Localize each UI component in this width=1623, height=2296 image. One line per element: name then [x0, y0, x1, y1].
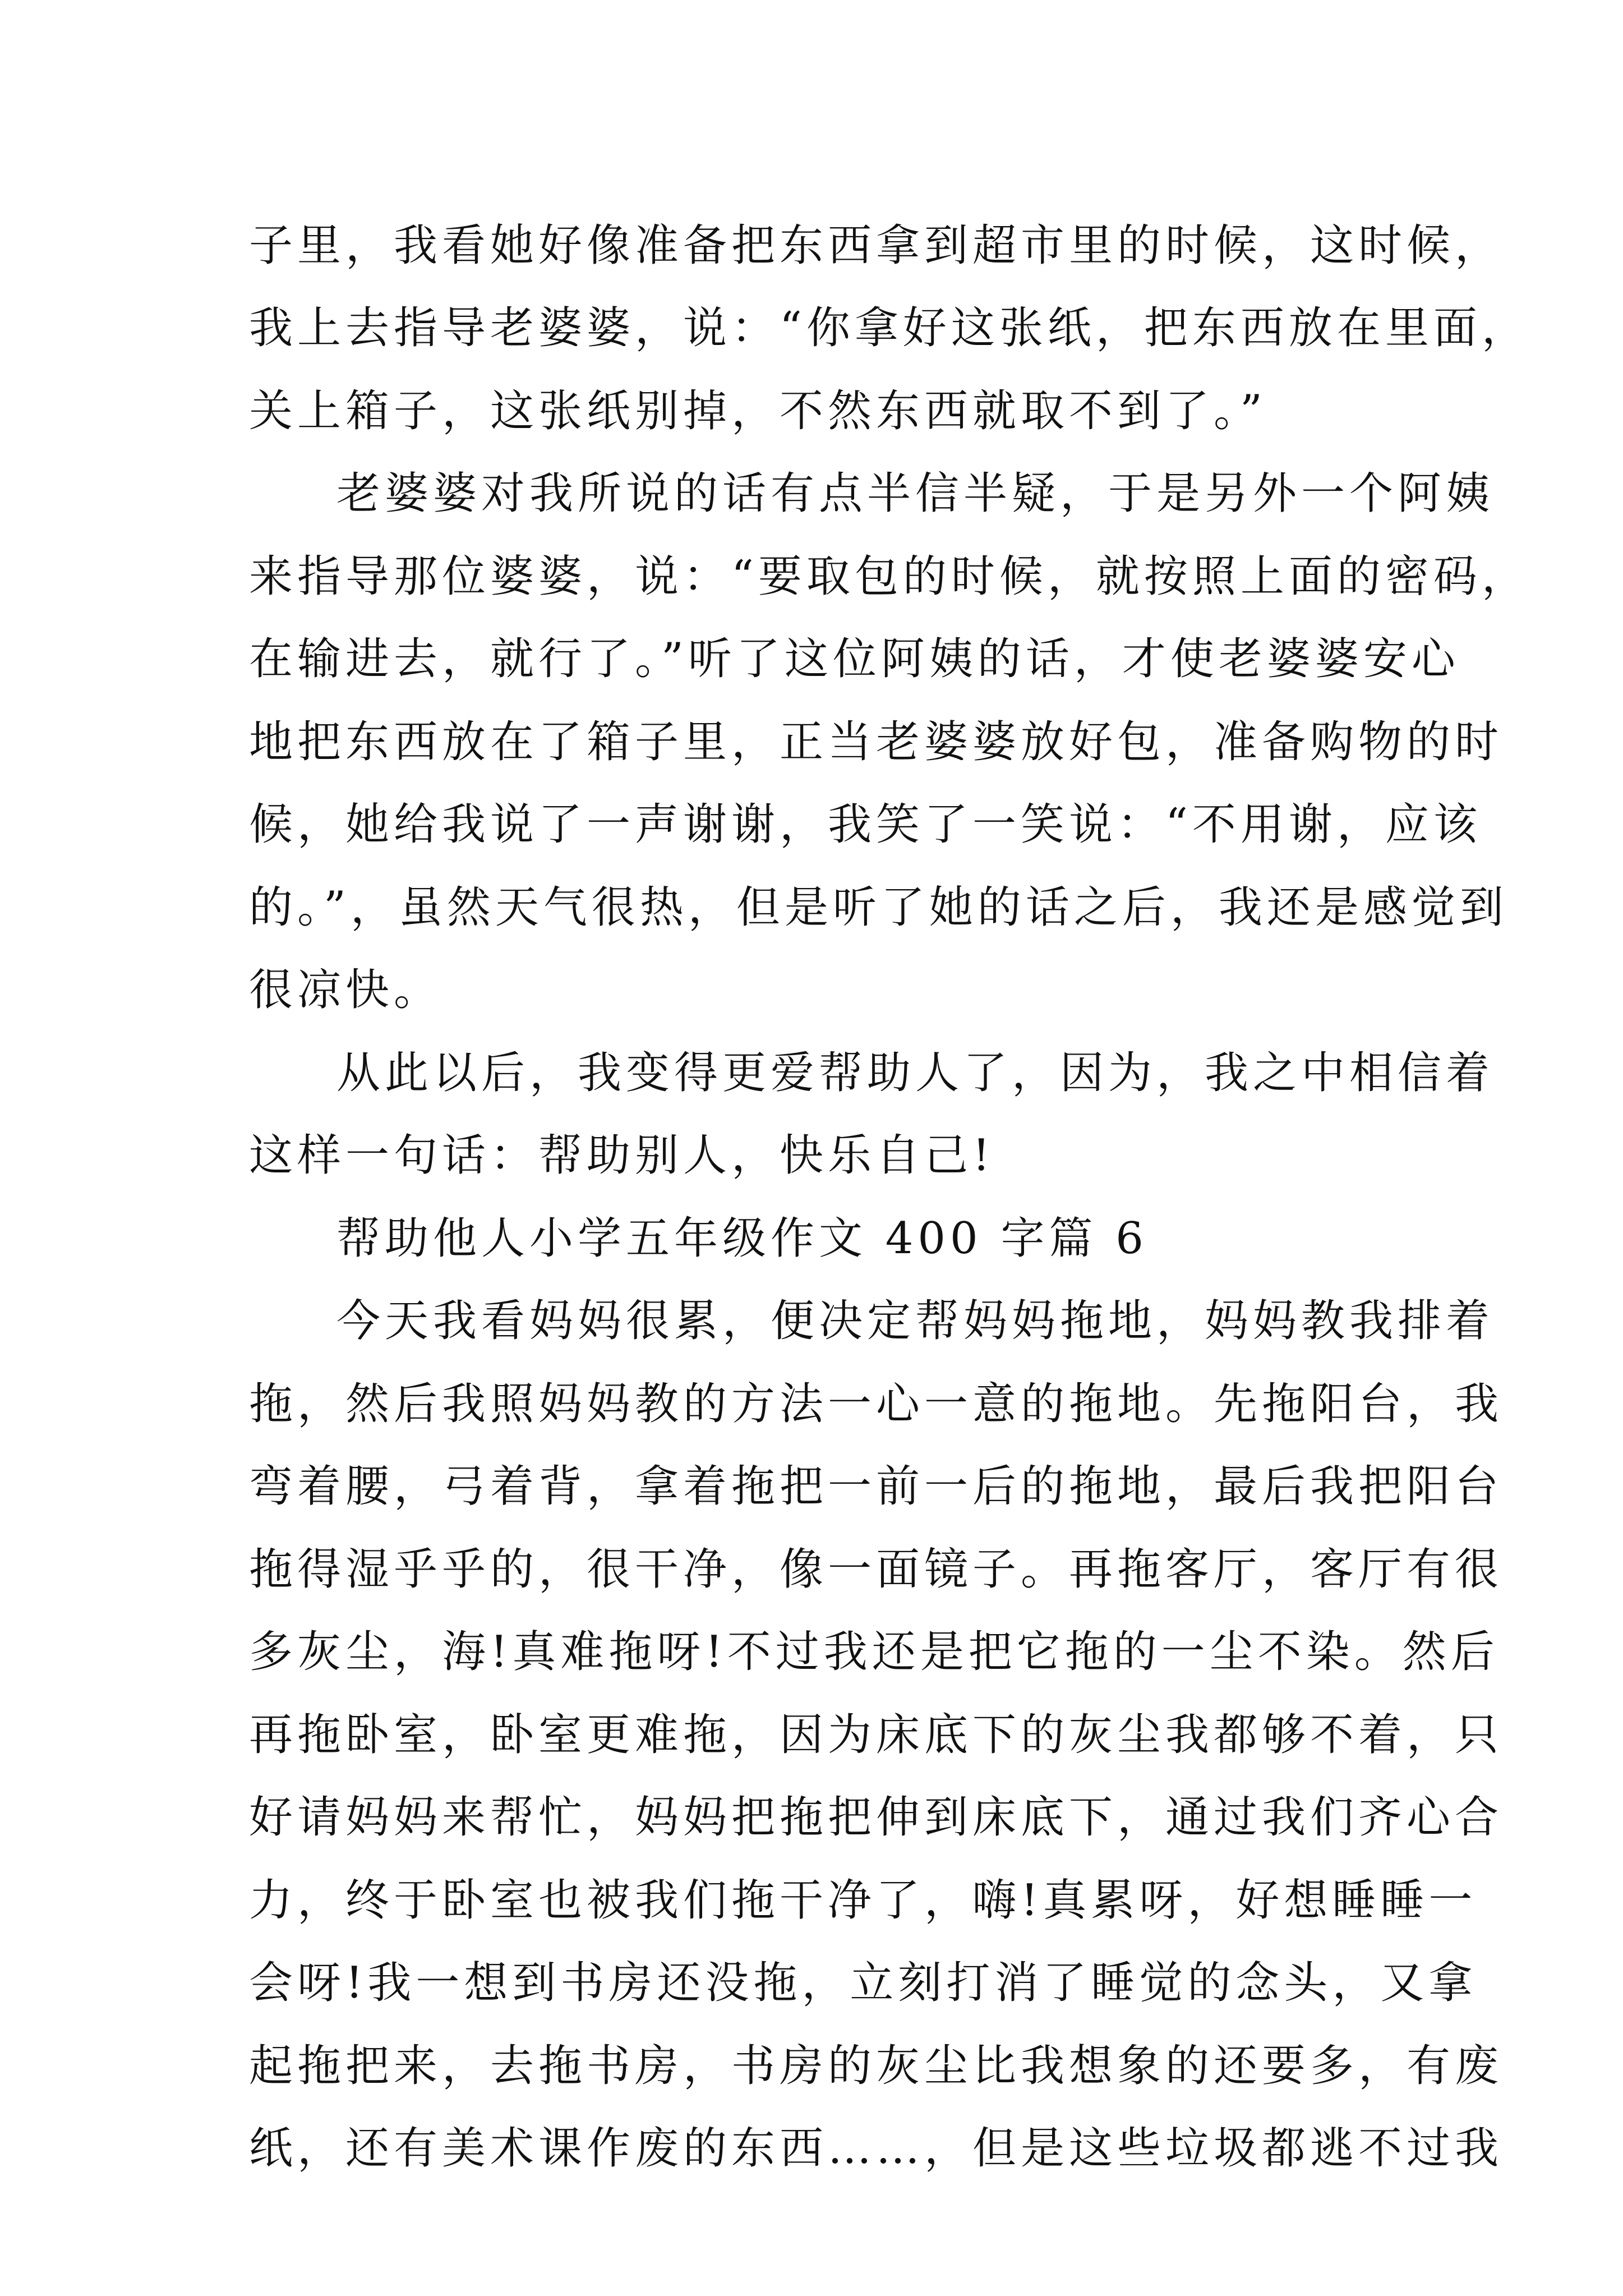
text-line: 来指导那位婆婆，说：“要取包的时候，就按照上面的密码，	[249, 551, 1530, 602]
text-line: 这样一句话：帮助别人，快乐自己!	[249, 1130, 995, 1181]
text-line: 起拖把来，去拖书房，书房的灰尘比我想象的还要多，有废	[249, 2041, 1504, 2091]
text-line: 在输进去，就行了。”听了这位阿姨的话，才使老婆婆安心	[249, 634, 1460, 684]
text-line: 今天我看妈妈很累，便决定帮妈妈拖地，妈妈教我排着	[336, 1296, 1495, 1346]
text-line: 纸，还有美术课作废的东西……，但是这些垃圾都逃不过我	[249, 2123, 1504, 2174]
text-line: 会呀!我一想到书房还没拖，立刻打消了睡觉的念头，又拿	[249, 1958, 1477, 2008]
text-line: 候，她给我说了一声谢谢，我笑了一笑说：“不用谢，应该	[249, 799, 1482, 850]
text-line: 好请妈妈来帮忙，妈妈把拖把伸到床底下，通过我们齐心合	[249, 1792, 1504, 1843]
section-heading: 帮助他人小学五年级作文 400 字篇 6	[336, 1213, 1148, 1264]
text-line: 拖，然后我照妈妈教的方法一心一意的拖地。先拖阳台，我	[249, 1379, 1504, 1429]
text-line: 很凉快。	[249, 965, 442, 1015]
text-line: 再拖卧室，卧室更难拖，因为床底下的灰尘我都够不着，只	[249, 1710, 1504, 1760]
text-line: 我上去指导老婆婆，说：“你拿好这张纸，把东西放在里面，	[249, 303, 1530, 353]
text-line: 从此以后，我变得更爱帮助人了，因为，我之中相信着	[336, 1048, 1495, 1098]
text-line: 地把东西放在了箱子里，正当老婆婆放好包，准备购物的时	[249, 717, 1504, 767]
text-line: 关上箱子，这张纸别掉，不然东西就取不到了。”	[249, 386, 1267, 436]
text-line: 多灰尘，海!真难拖呀!不过我还是把它拖的一尘不染。然后	[249, 1627, 1499, 1677]
text-line: 老婆婆对我所说的话有点半信半疑，于是另外一个阿姨	[336, 468, 1495, 519]
text-line: 拖得湿乎乎的，很干净，像一面镜子。再拖客厅，客厅有很	[249, 1544, 1504, 1595]
text-line: 弯着腰，弓着背，拿着拖把一前一后的拖地，最后我把阳台	[249, 1461, 1504, 1512]
text-line: 力，终于卧室也被我们拖干净了，嗨!真累呀，好想睡睡一	[249, 1875, 1477, 1926]
text-line: 子里，我看她好像准备把东西拿到超市里的时候，这时候，	[249, 220, 1504, 271]
text-line: 的。”，虽然天气很热，但是听了她的话之后，我还是感觉到	[249, 882, 1508, 933]
